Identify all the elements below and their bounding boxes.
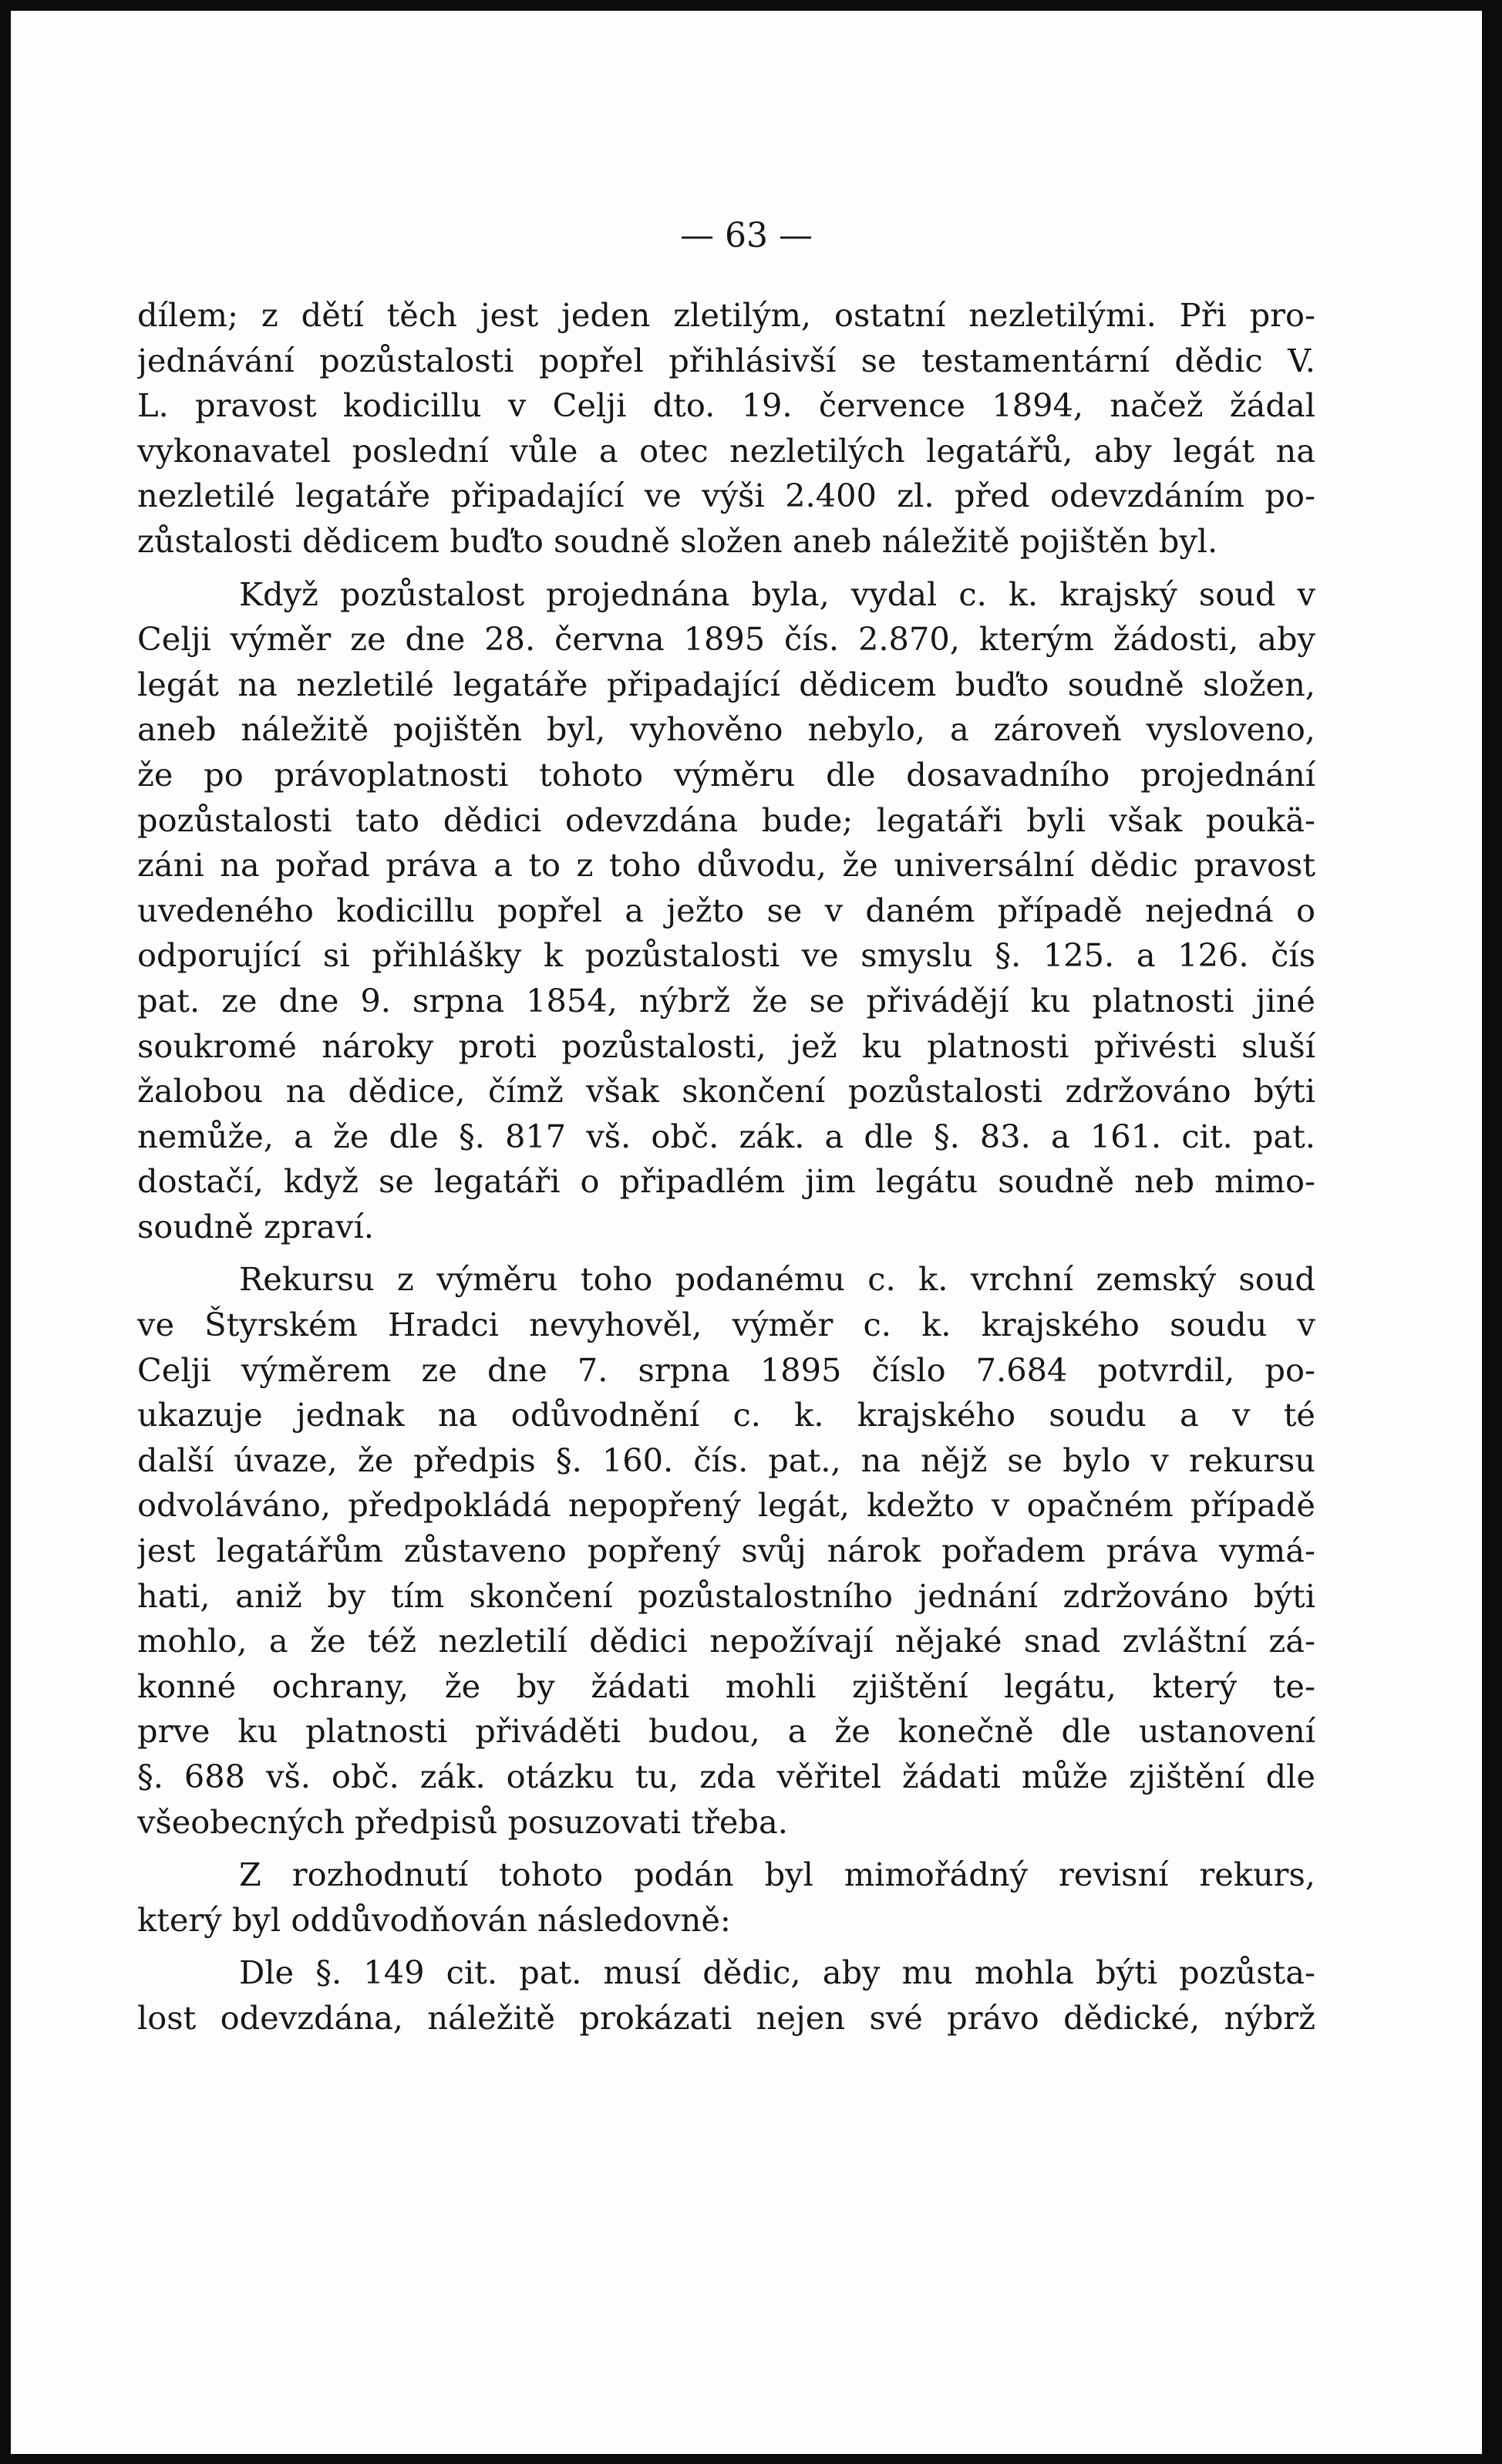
text-line: Rekursu z výměru toho podanému c. k. vrchní zemský soud [239, 1260, 1315, 1299]
text-line: Když pozůstalost projednána byla, vydal c. k. krajský soud v [239, 575, 1315, 613]
text-line: záni na pořad práva a to z toho důvodu, že universální dědic pravost [137, 846, 1315, 885]
text-line: jednávání pozůstalosti popřel přihlásivší se testamentární dědic V. [137, 341, 1315, 379]
text-line: který byl oddůvodňován následovně: [137, 1900, 731, 1939]
paragraph-gap [137, 565, 1315, 572]
text-line: L. pravost kodicillu v Celji dto. 19. července 1894, načež žádal [137, 386, 1315, 425]
text-line: vykonavatel poslední vůle a otec nezletilých legatářů, aby legát na [137, 431, 1315, 470]
body-text [137, 293, 1315, 2041]
text-line: pat. ze dne 9. srpna 1854, nýbrž že se přivádějí ku platnosti jiné [137, 981, 1315, 1020]
text-line: žalobou na dědice, čímž však skončení pozůstalosti zdržováno býti [137, 1072, 1315, 1111]
text-line: další úvaze, že předpis §. 160. čís. pat., na nějž se bylo v rekursu [137, 1441, 1315, 1479]
text-line: pozůstalosti tato dědici odevzdána bude; legatáři byli však poukä- [137, 801, 1315, 839]
paragraph [137, 1852, 1315, 1943]
text-line: zůstalosti dědicem buďto soudně složen aneb náležitě pojištěn byl. [137, 521, 1218, 560]
text-line: Z rozhodnutí tohoto podán byl mimořádný revisní rekurs, [239, 1856, 1315, 1894]
text-line: všeobecných předpisů posuzovati třeba. [137, 1802, 788, 1841]
text-line: jest legatářům zůstaveno popřený svůj nárok pořadem práva vymá- [137, 1532, 1315, 1570]
text-line: ve Štyrském Hradci nevyhověl, výměr c. k. krajského soudu v [137, 1306, 1315, 1344]
paragraph-gap [137, 1249, 1315, 1257]
text-line: ukazuje jednak na odůvodnění c. k. krajského soudu a v té [137, 1396, 1315, 1434]
text-line: konné ochrany, že by žádati mohli zjištění legátu, který te- [137, 1667, 1315, 1705]
paragraph [137, 572, 1315, 1250]
paragraph [137, 293, 1315, 565]
text-line: soudně zpraví. [137, 1207, 374, 1245]
text-line: uvedeného kodicillu popřel a ježto se v daném případě nejedná o [137, 891, 1315, 929]
paragraph [137, 1257, 1315, 1845]
text-line: nemůže, a že dle §. 817 vš. obč. zák. a dle §. 83. a 161. cit. pat. [137, 1117, 1315, 1155]
text-line: mohlo, a že též nezletilí dědici nepožívají nějaké snad zvláštní zá- [137, 1622, 1315, 1660]
text-line: lost odevzdána, náležitě prokázati nejen své právo dědické, nýbrž [137, 1998, 1315, 2037]
text-line: dostačí, když se legatáři o připadlém jim legátu soudně neb mimo- [137, 1162, 1315, 1201]
text-line: že po právoplatnosti tohoto výměru dle dosavadního projednání [137, 755, 1315, 794]
text-line: nezletilé legatáře připadající ve výši 2.400 zl. před odevzdáním po- [137, 477, 1315, 515]
page-number: — 63 — [680, 216, 813, 255]
text-line: odvoláváno, předpokládá nepopřený legát, kdežto v opačném případě [137, 1486, 1315, 1525]
paragraph [137, 1950, 1315, 2041]
text-line: dílem; z dětí těch jest jeden zletilým, ostatní nezletilými. Při pro- [137, 296, 1315, 334]
text-line: §. 688 vš. obč. zák. otázku tu, zda věřitel žádati může zjištění dle [137, 1758, 1315, 1795]
text-line: soukromé nároky proti pozůstalosti, jež ku platnosti přivésti sluší [137, 1026, 1315, 1065]
text-line: Celji výměrem ze dne 7. srpna 1895 číslo 7.684 potvrdil, po- [137, 1350, 1315, 1389]
text-line: prve ku platnosti přiváděti budou, a že konečně dle ustanovení [137, 1712, 1315, 1751]
text-line: odporující si přihlášky k pozůstalosti ve smyslu §. 125. a 126. čís [137, 936, 1315, 975]
text-line: legát na nezletilé legatáře připadající dědicem buďto soudně složen, [137, 665, 1315, 703]
text-line: Dle §. 149 cit. pat. musí dědic, aby mu mohla býti pozůsta- [239, 1953, 1315, 1992]
text-line: hati, aniž by tím skončení pozůstalostního jednání zdržováno býti [137, 1576, 1315, 1615]
book-page [11, 11, 1482, 2454]
text-line: Celji výměr ze dne 28. června 1895 čís. 2.870, kterým žádosti, aby [137, 620, 1315, 659]
paragraph-gap [137, 1943, 1315, 1950]
text-line: aneb náležitě pojištěn byl, vyhověno nebylo, a zároveň vysloveno, [137, 710, 1315, 749]
paragraph-gap [137, 1845, 1315, 1852]
